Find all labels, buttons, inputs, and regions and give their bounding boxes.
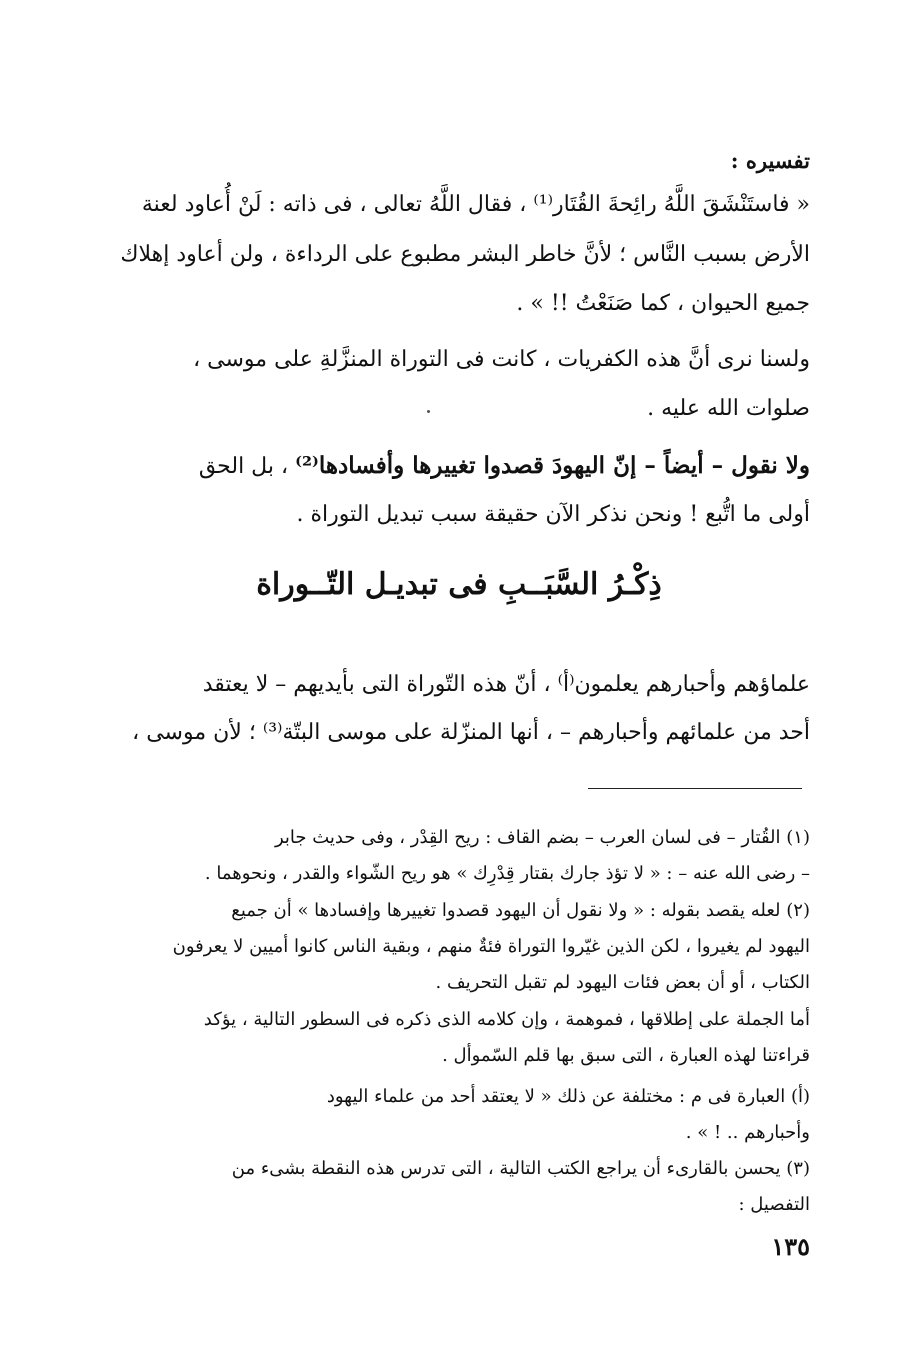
paragraph-line: أولى ما اتُّبع ! ونحن نذكر الآن حقيقة سبب تبديل التوراة . bbox=[296, 502, 810, 527]
footnote-line: أما الجملة على إطلاقها ، فموهمة ، وإن كلامه الذى ذكره فى السطور التالية ، يؤكد bbox=[203, 1009, 810, 1030]
footnote-line: (٣) يحسن بالقارىء أن يراجع الكتب التالية ، التى تدرس هذه النقطة بشىء من bbox=[231, 1158, 810, 1179]
paragraph-line: جميع الحيوان ، كما صَنَعْتُ !! » . bbox=[516, 291, 810, 316]
footnote-line: (٢) لعله يقصد بقوله : « ولا نقول أن اليهود قصدوا تغييرها وإفسادها » أن جميع bbox=[231, 900, 810, 921]
bold-paragraph-line bbox=[110, 451, 810, 481]
paragraph-line: علماؤهم وأحبارهم يعلمون⁽أ⁾ ، أنّ هذه التّوراة التى بأيديهم – لا يعتقد bbox=[202, 672, 810, 697]
footnote-line: (١) القُتار – فى لسان العرب – بضم القاف : ريح القِدْر ، وفى حديث جابر bbox=[274, 827, 810, 848]
tafsir-label: تفسيره : bbox=[730, 148, 810, 173]
footnote-line: – رضى الله عنه – : « لا تؤذ جارك بقتار قِدْرِك » هو ريح الشّواء والقدر ، ونحوهما . bbox=[204, 863, 810, 884]
paragraph-line: أحد من علمائهم وأحبارهم – ، أنها المنزّلة على موسى البتّة⁽³⁾ ؛ لأن موسى ، bbox=[132, 720, 810, 745]
page-number: ١٣٥ bbox=[771, 1232, 810, 1261]
footnote-line: (أ) العبارة فى م : مختلفة عن ذلك « لا يعتقد أحد من علماء اليهود bbox=[326, 1086, 810, 1107]
paragraph-line: الأرض بسبب النَّاس ؛ لأنَّ خاطر البشر مطبوع على الرداءة ، ولن أعاود إهلاك bbox=[120, 242, 810, 267]
footnote-line: قراءتنا لهذه العبارة ، التى سبق بها قلم السّموأل . bbox=[442, 1045, 810, 1066]
paragraph-line: صلوات الله عليه . bbox=[647, 396, 810, 421]
paragraph-line: ولسنا نرى أنَّ هذه الكفريات ، كانت فى التوراة المنزَّلةِ على موسى ، bbox=[193, 347, 810, 372]
paragraph-line: « فاستَنْشَقَ اللَّهُ رائِحةَ القُتَار⁽¹⁾ ، فقال اللَّهُ تعالى ، فى ذاته : لَنْ أُعاود لعنة bbox=[141, 192, 810, 217]
bold-statement: ولا نقول – أيضاً – إنّ اليهودَ قصدوا تغييرها وأفسادها⁽²⁾ bbox=[295, 452, 810, 479]
footnote-line: وأحبارهم .. ! » . bbox=[685, 1122, 810, 1143]
section-title: ذِكْـرُ السَّبَــبِ فى تبديـل التّــوراة bbox=[256, 567, 662, 602]
footnote-line: الكتاب ، أو أن بعض فئات اليهود لم تقبل التحريف . bbox=[435, 972, 810, 993]
stray-dot bbox=[427, 410, 430, 413]
footnote-separator bbox=[588, 788, 802, 789]
footnote-line: اليهود لم يغيروا ، لكن الذين غيّروا التوراة فئةٌ منهم ، وبقية الناس كانوا أميين لا يعرفون bbox=[172, 936, 810, 957]
footnote-line: التفصيل : bbox=[738, 1194, 810, 1215]
paragraph-continuation: ، بل الحق bbox=[198, 454, 289, 479]
